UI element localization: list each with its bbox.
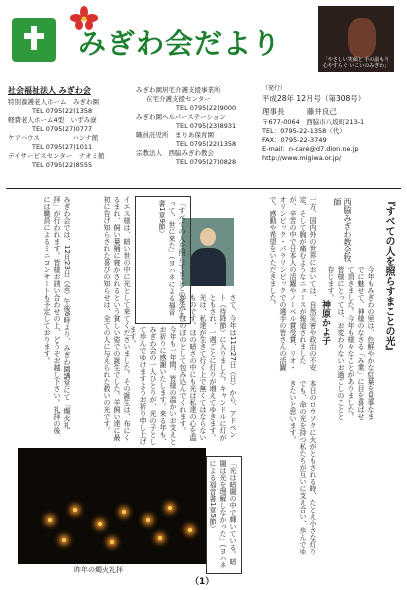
facility-tel: TEL 0795(27)0777 <box>32 125 93 133</box>
author-name: 神原かよ子 <box>320 300 330 345</box>
chairman-label: 理事長 <box>262 107 285 116</box>
article-paragraph: 今年も一年間、皆様の温かいお支えとお祈りに感謝いたします。来る年も、みぎわ会の一人ひとりが、光の子として歩んでゆけますようお祈り申し上げます。 <box>129 326 177 445</box>
candlelight-photo <box>18 448 206 564</box>
email-address[interactable]: E-mail：n-care@d7.dion.ne.jp <box>262 145 359 153</box>
header-divider <box>6 188 401 189</box>
scripture-quote: 「すべての人を照らすまことの光があって、世に来た」（ヨハネによる福音書1章9節） <box>135 196 191 324</box>
article-paragraph: 今年もみぎわの里は、色鮮やかな紅葉を見事なまでに魅せて、神様のなさる「み業」に目を喜ばせて頂きました。今年も様々なことがありました。皆様にとっては、お変わりないお過ごしのことと存じます。 <box>327 266 375 420</box>
facility-tel: TEL 0795(27)1011 <box>32 143 93 151</box>
header-photo <box>318 6 394 72</box>
issue-prefix: （発行） <box>262 85 287 92</box>
newsletter-title: みぎわ会だより <box>78 27 282 60</box>
org-logo <box>12 18 56 62</box>
article-paragraph: イエス様は、暗い世の中に光として来てくださいました。その誕生は、布にくるまれ、飼い葉桶に寝かされるという貧しい姿での誕生でした。羊飼い達に最初に告げ知らされた喜びの知らせは、全ての人に与えられた救いの光です。 <box>103 196 131 441</box>
cross-icon <box>22 24 46 52</box>
article-title: 『すべての人を照らすまことの光』 <box>383 196 394 356</box>
facility-item: みぎわ園居宅介護支援事業所 <box>136 86 221 94</box>
facility-tel: TEL 0795(22)1358 <box>32 107 93 115</box>
article-paragraph: さて、今年は11月27日（日）から、アドベント（待降節）に入りました。キャンドルに灯がともされ、一週ごとに灯りが増えてゆきます。光は、私達が生きて行く上で無くてはならないものです。ほの暗さの中にも光は私達の心を温かく、ほのぼのとして包み込んでくれます。 <box>179 294 237 441</box>
facility-item: 宗教法人 西脇みぎわ教会 <box>136 149 214 157</box>
website-link[interactable]: http://www.migiwa.or.jp/ <box>262 154 342 162</box>
facility-tel: TEL 0795(22)1358 <box>176 140 237 148</box>
facility-item: 職員託児所 まりあ保育園 <box>136 131 214 139</box>
facility-list-right <box>136 86 256 167</box>
postal-address: 〒677-0064 西脇市八坂町213-1 <box>262 118 365 126</box>
fax-number: FAX：0795-22-3749 <box>262 136 327 144</box>
facility-item: 在宅介護支援センター <box>146 95 211 103</box>
facility-tel: TEL 0795(27)0828 <box>176 158 237 166</box>
facility-list <box>8 98 126 170</box>
facility-tel: TEL 0795(22)8555 <box>32 161 93 169</box>
issue-line: 平成28年 12月号（第308号） <box>262 94 366 103</box>
article-paragraph: みぎわ会では、12月23日（金）午後6時より、みぎわ園講堂にて「燭火礼拝」が行われます。皆様お誘い合わせの上、どうぞお越し下さい。礼拝の後には職員によるミニコンサートも予定しております。 <box>43 196 71 434</box>
photo-caption-line: 心やすらぐ いこいのみぎわ」 <box>322 63 390 69</box>
article-paragraph: 一方、国内外の世界においては、自然災害や政治の不安定、そして胸が痛むようなニュースが報道されましたが、辛苦の中で日本人の活躍やノーベル賞受賞、リオ・オリンピック・パラリンピックでの選手の皆さんの活躍で、感動や希望をいただきました。 <box>269 196 317 371</box>
tel-number: TEL：0795-22-1358（代） <box>262 127 346 135</box>
scripture-quote: 「光は暗闇の中で輝いている。暗闇は光を理解しなかった」（ヨハネによる福音書1章5節） <box>206 456 242 574</box>
photo-caption: 昨年の燭火礼拝 <box>74 566 123 574</box>
facility-item: デイサービスセンター ナオミ館 <box>8 152 105 160</box>
page-number: （1） <box>190 577 215 587</box>
facility-tel: TEL 0795(22)9000 <box>176 104 237 112</box>
article-paragraph: 本日のロウソクに火がともされる時、たとえ小さな灯りでも、命の光を持つ私たちが互いに支え合い、歩んでゆきたいと思います。 <box>289 380 317 555</box>
facility-item: 軽費老人ホーム4型 いずみ寮 <box>8 116 97 124</box>
issue-info <box>262 84 402 163</box>
author-church: 西脇みぎわ教会牧師 <box>333 198 352 262</box>
facility-item: ケアハウス ハンナ館 <box>8 134 99 142</box>
facility-item: 特別養護老人ホーム みぎわ園 <box>8 98 99 106</box>
org-name: 社会福祉法人 みぎわ会 <box>8 86 91 95</box>
facility-tel: TEL 0795(23)8931 <box>176 122 237 130</box>
photo-caption-line: 「やさしい笑顔と 手の温もり <box>322 57 390 63</box>
facility-item: みぎわ園ヘルパーステーション <box>136 113 226 121</box>
chairman-name: 藤井良己 <box>306 107 337 116</box>
